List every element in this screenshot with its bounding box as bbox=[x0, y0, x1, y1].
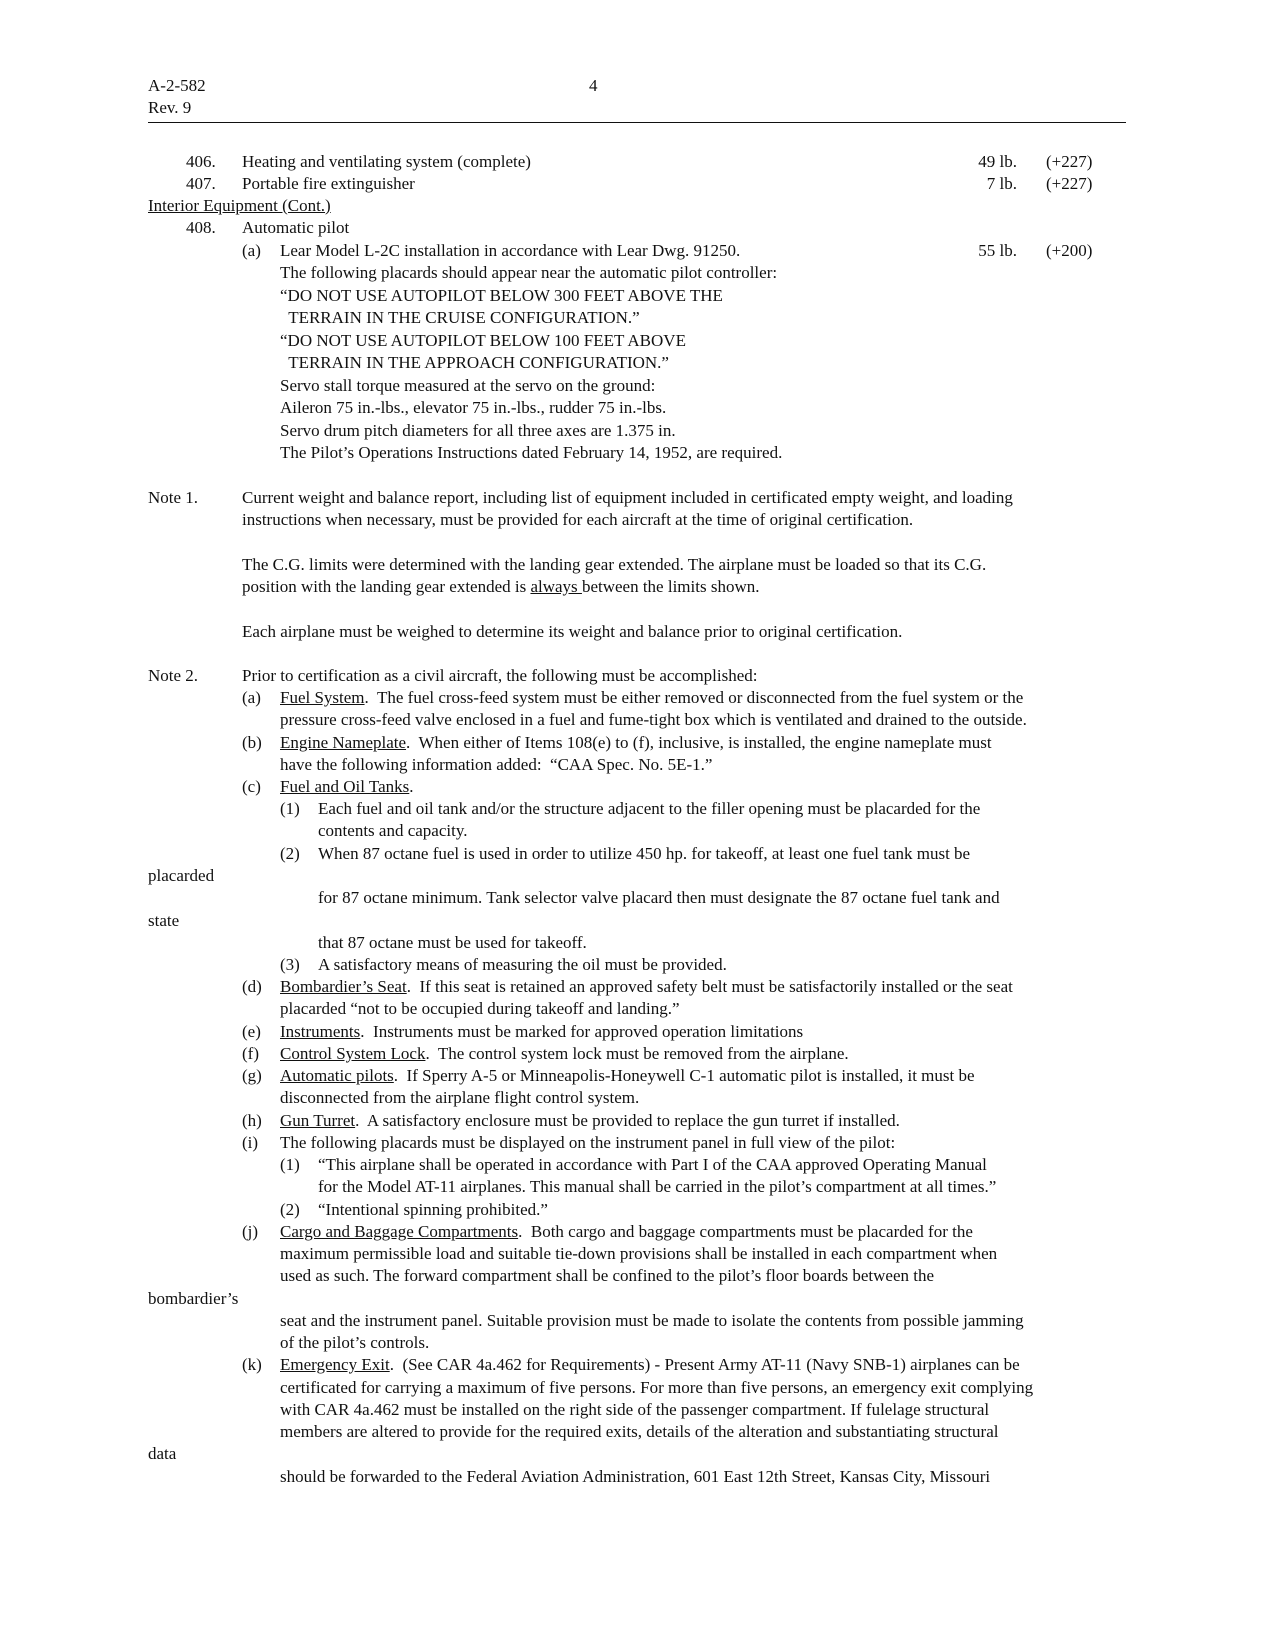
sub-item-title: Instruments bbox=[280, 1022, 361, 1041]
note-label: Note 2. bbox=[148, 666, 199, 685]
sub-item-label: (k) bbox=[242, 1355, 262, 1374]
body-line: maximum permissible load and suitable tie-down provisions shall be installed in each compartment when bbox=[280, 1244, 998, 1263]
placard-line: “DO NOT USE AUTOPILOT BELOW 100 FEET ABOVE bbox=[280, 331, 686, 350]
item-number: 407. bbox=[186, 174, 216, 193]
sub-item-text: The following placards must be displayed on the instrument panel in full view of the pilot: bbox=[280, 1133, 896, 1152]
placard-line: TERRAIN IN THE CRUISE CONFIGURATION.” bbox=[280, 308, 640, 327]
sub-item-title: Control System Lock bbox=[280, 1044, 426, 1063]
sub-item-label: (f) bbox=[242, 1044, 259, 1063]
sub-sub-label: (2) bbox=[280, 844, 300, 863]
item-description: Heating and ventilating system (complete) bbox=[242, 152, 531, 171]
body-line: instructions when necessary, must be provided for each aircraft at the time of original certification. bbox=[242, 510, 914, 529]
sub-sub-label: (2) bbox=[280, 1200, 300, 1219]
body-line: with CAR 4a.462 must be installed on the right side of the passenger compartment. If fulelage structural bbox=[280, 1400, 990, 1419]
body-line: Current weight and balance report, including list of equipment included in certificated empty weight, and loading bbox=[242, 488, 1013, 507]
sub-item-text bbox=[280, 776, 414, 798]
sub-item-text bbox=[280, 1043, 849, 1065]
header-rule bbox=[148, 122, 1126, 123]
text-segment: . A satisfactory enclosure must be provided to replace the gun turret if installed. bbox=[355, 1111, 900, 1130]
item-number: 406. bbox=[186, 152, 216, 171]
page-number: 4 bbox=[589, 76, 598, 95]
sub-item-text bbox=[280, 1110, 900, 1132]
sub-item-title: Bombardier’s Seat bbox=[280, 977, 407, 996]
body-line: certificated for carrying a maximum of five persons. For more than five persons, an emergency exit complying bbox=[280, 1378, 1034, 1397]
body-line: seat and the instrument panel. Suitable provision must be made to isolate the contents from possible jamming bbox=[280, 1311, 1024, 1330]
sub-item-title: Engine Nameplate bbox=[280, 733, 407, 752]
body-line: should be forwarded to the Federal Aviation Administration, 601 East 12th Street, Kansas City, Missouri bbox=[280, 1467, 991, 1486]
item-description: Automatic pilot bbox=[242, 218, 350, 237]
text-segment: . If this seat is retained an approved safety belt must be satisfactorily installed or the seat bbox=[406, 977, 1013, 996]
sub-item-text bbox=[280, 1021, 803, 1043]
sub-item-label: (j) bbox=[242, 1222, 259, 1241]
text-segment: . If Sperry A-5 or Minneapolis-Honeywell C-1 automatic pilot is installed, it must be bbox=[393, 1066, 975, 1085]
text-segment: . When either of Items 108(e) to (f), inclusive, is installed, the engine nameplate must bbox=[406, 733, 992, 752]
sub-item-text bbox=[280, 1354, 1020, 1376]
sub-item-label: (i) bbox=[242, 1133, 259, 1152]
text-segment: . The control system lock must be removed from the airplane. bbox=[425, 1044, 849, 1063]
sub-item-title: Automatic pilots bbox=[280, 1066, 394, 1085]
sub-item-text bbox=[280, 1221, 973, 1243]
document-id: A-2-582 bbox=[148, 76, 206, 95]
sub-item-text: Lear Model L-2C installation in accordance with Lear Dwg. 91250. bbox=[280, 241, 741, 260]
text-segment: . The fuel cross-feed system must be either removed or disconnected from the fuel system or the bbox=[364, 688, 1024, 707]
item-weight: 7 lb. bbox=[986, 174, 1017, 193]
emphasis-text: always bbox=[530, 577, 582, 596]
revision-label: Rev. 9 bbox=[148, 98, 192, 117]
wrapped-word: state bbox=[148, 911, 180, 930]
placard-line: TERRAIN IN THE APPROACH CONFIGURATION.” bbox=[280, 353, 669, 372]
placard-line: “Intentional spinning prohibited.” bbox=[318, 1200, 548, 1219]
item-arm: (+200) bbox=[1046, 241, 1093, 260]
sub-item-title: Emergency Exit bbox=[280, 1355, 390, 1374]
placard-line: “This airplane shall be operated in accordance with Part I of the CAA approved Operating Manual bbox=[318, 1155, 987, 1174]
text-segment: . bbox=[409, 777, 414, 796]
sub-item-text bbox=[280, 687, 1023, 709]
sub-item-text bbox=[280, 732, 992, 754]
wrapped-word: placarded bbox=[148, 866, 215, 885]
body-line: have the following information added: “CAA Spec. No. 5E-1.” bbox=[280, 755, 713, 774]
body-line: of the pilot’s controls. bbox=[280, 1333, 430, 1352]
body-line: Prior to certification as a civil aircraft, the following must be accomplished: bbox=[242, 666, 758, 685]
body-line: When 87 octane fuel is used in order to utilize 450 hp. for takeoff, at least one fuel tank must be bbox=[318, 844, 971, 863]
sub-item-label: (h) bbox=[242, 1111, 262, 1130]
body-line: used as such. The forward compartment shall be confined to the pilot’s floor boards between the bbox=[280, 1266, 935, 1285]
body-line: Each fuel and oil tank and/or the structure adjacent to the filler opening must be placarded for the bbox=[318, 799, 981, 818]
text-segment: . (See CAR 4a.462 for Requirements) - Present Army AT-11 (Navy SNB-1) airplanes can be bbox=[389, 1355, 1020, 1374]
body-line: The C.G. limits were determined with the landing gear extended. The airplane must be loaded so that its C.G. bbox=[242, 555, 987, 574]
body-line: Aileron 75 in.-lbs., elevator 75 in.-lbs., rudder 75 in.-lbs. bbox=[280, 398, 667, 417]
item-arm: (+227) bbox=[1046, 152, 1093, 171]
text-segment: . Both cargo and baggage compartments must be placarded for the bbox=[518, 1222, 973, 1241]
sub-item-title: Fuel System bbox=[280, 688, 365, 707]
sub-item-label: (a) bbox=[242, 688, 261, 707]
item-number: 408. bbox=[186, 218, 216, 237]
item-arm: (+227) bbox=[1046, 174, 1093, 193]
sub-item-title: Gun Turret bbox=[280, 1111, 356, 1130]
sub-item-label: (e) bbox=[242, 1022, 261, 1041]
text-segment: position with the landing gear extended is bbox=[242, 577, 531, 596]
item-weight: 55 lb. bbox=[978, 241, 1017, 260]
item-description: Portable fire extinguisher bbox=[242, 174, 415, 193]
sub-item-label: (d) bbox=[242, 977, 262, 996]
sub-item-label: (c) bbox=[242, 777, 261, 796]
body-line: disconnected from the airplane flight control system. bbox=[280, 1088, 640, 1107]
wrapped-word: data bbox=[148, 1444, 177, 1463]
wrapped-word: bombardier’s bbox=[148, 1289, 239, 1308]
sub-item-text bbox=[280, 1065, 975, 1087]
item-weight: 49 lb. bbox=[978, 152, 1017, 171]
sub-item-text bbox=[280, 976, 1013, 998]
body-line: Servo stall torque measured at the servo on the ground: bbox=[280, 376, 656, 395]
sub-item-title: Cargo and Baggage Compartments bbox=[280, 1222, 519, 1241]
body-line: A satisfactory means of measuring the oil must be provided. bbox=[318, 955, 727, 974]
placard-line: “DO NOT USE AUTOPILOT BELOW 300 FEET ABOVE THE bbox=[280, 286, 723, 305]
sub-sub-label: (3) bbox=[280, 955, 300, 974]
body-line: Each airplane must be weighed to determine its weight and balance prior to original certification. bbox=[242, 622, 903, 641]
section-heading: Interior Equipment (Cont.) bbox=[148, 196, 331, 215]
body-line: The following placards should appear near the automatic pilot controller: bbox=[280, 263, 778, 282]
body-line bbox=[242, 576, 759, 598]
body-line: for 87 octane minimum. Tank selector valve placard then must designate the 87 octane fuel tank and bbox=[318, 888, 1000, 907]
sub-sub-label: (1) bbox=[280, 799, 300, 818]
body-line: pressure cross-feed valve enclosed in a fuel and fume-tight box which is ventilated and drained to the outside. bbox=[280, 710, 1027, 729]
body-line: The Pilot’s Operations Instructions dated February 14, 1952, are required. bbox=[280, 443, 783, 462]
body-line: contents and capacity. bbox=[318, 821, 468, 840]
note-label: Note 1. bbox=[148, 488, 199, 507]
body-line: Servo drum pitch diameters for all three axes are 1.375 in. bbox=[280, 421, 676, 440]
sub-item-label: (a) bbox=[242, 241, 261, 260]
sub-sub-label: (1) bbox=[280, 1155, 300, 1174]
text-segment: . Instruments must be marked for approved operation limitations bbox=[360, 1022, 804, 1041]
body-line: placarded “not to be occupied during takeoff and landing.” bbox=[280, 999, 680, 1018]
sub-item-label: (g) bbox=[242, 1066, 262, 1085]
body-line: members are altered to provide for the required exits, details of the alteration and substantiating structural bbox=[280, 1422, 999, 1441]
body-line: that 87 octane must be used for takeoff. bbox=[318, 933, 587, 952]
placard-line: for the Model AT-11 airplanes. This manual shall be carried in the pilot’s compartment at all times.” bbox=[318, 1177, 997, 1196]
sub-item-title: Fuel and Oil Tanks bbox=[280, 777, 410, 796]
text-segment: between the limits shown. bbox=[581, 577, 760, 596]
sub-item-label: (b) bbox=[242, 733, 262, 752]
